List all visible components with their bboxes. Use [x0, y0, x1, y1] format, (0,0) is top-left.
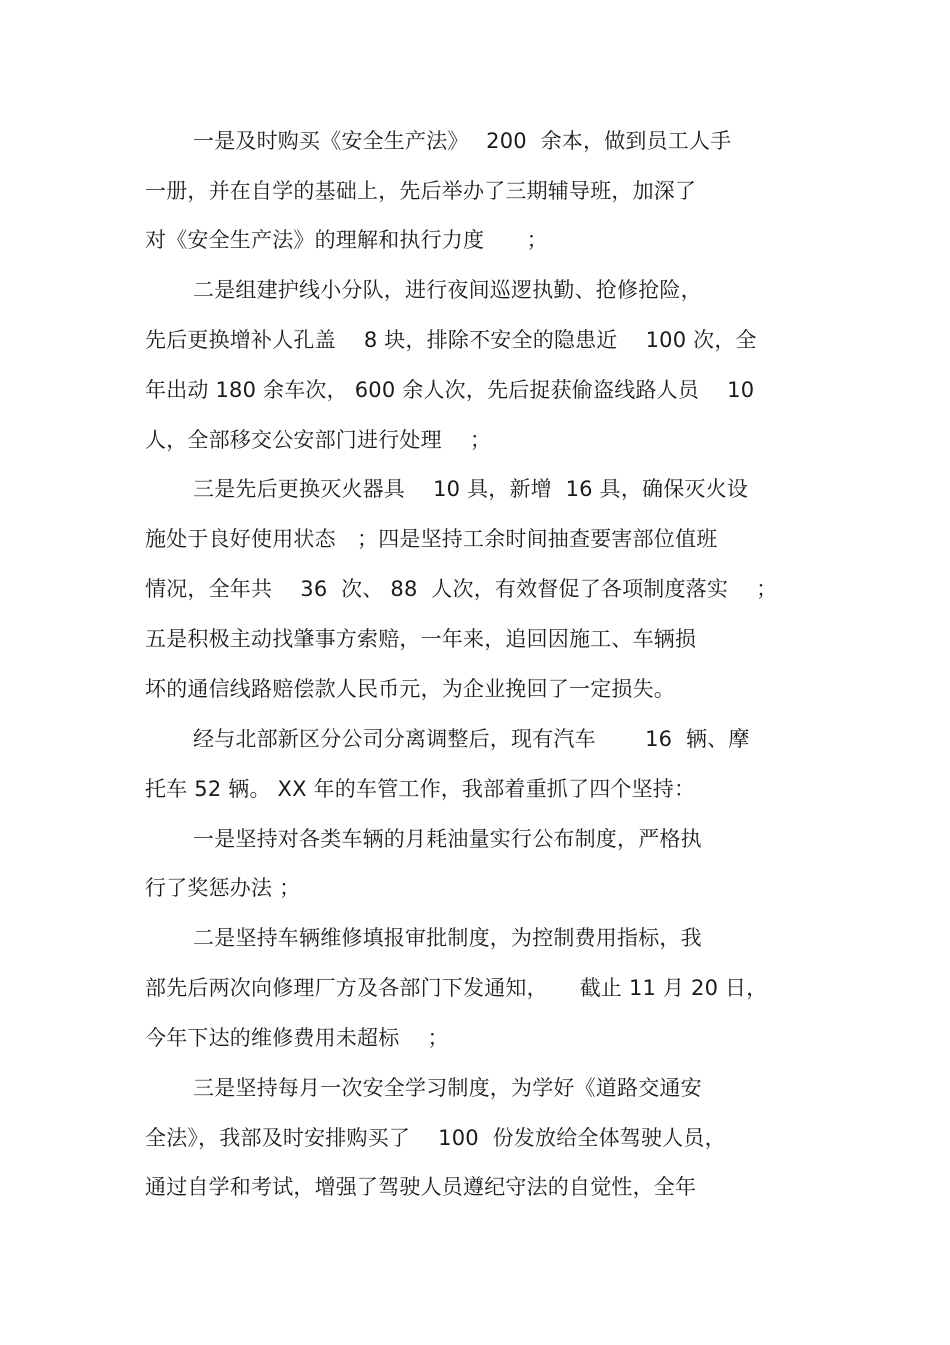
text-line: 一是坚持对各类车辆的月耗油量实行公布制度，严格执 — [193, 827, 702, 851]
text-line: 经与北部新区分公司分离调整后，现有汽车 16 辆、摩 — [193, 727, 750, 751]
text-line: 部先后两次向修理厂方及各部门下发通知， 截止 11 月 20 日， — [145, 976, 768, 1000]
text-line: 情况，全年共 36 次、 88 人次，有效督促了各项制度落实 ； — [145, 577, 778, 601]
text-line: 先后更换增补人孔盖 8 块，排除不安全的隐患近 100 次，全 — [145, 328, 757, 352]
text-line: 坏的通信线路赔偿款人民币元，为企业挽回了一定损失。 — [145, 677, 675, 701]
text-line: 施处于良好使用状态 ；四是坚持工余时间抽查要害部位值班 — [145, 527, 718, 551]
text-line: 五是积极主动找肇事方索赔，一年来，追回因施工、车辆损 — [145, 627, 697, 651]
text-line: 人，全部移交公安部门进行处理 ； — [145, 428, 492, 452]
text-line: 三是坚持每月一次安全学习制度，为学好《道路交通安 — [193, 1076, 702, 1100]
text-line: 一册，并在自学的基础上，先后举办了三期辅导班，加深了 — [145, 179, 697, 203]
text-line: 对《安全生产法》的理解和执行力度 ； — [145, 228, 548, 252]
text-line: 三是先后更换灭火器具 10 具，新增 16 具，确保灭火设 — [193, 477, 749, 501]
text-line: 通过自学和考试，增强了驾驶人员遵纪守法的自觉性，全年 — [145, 1175, 697, 1199]
text-line: 年出动 180 余车次， 600 余人次，先后捉获偷盗线路人员 10 — [145, 378, 755, 402]
text-line: 全法》，我部及时安排购买了 100 份发放给全体驾驶人员， — [145, 1126, 726, 1150]
text-line: 行了奖惩办法 ； — [145, 876, 301, 900]
text-line: 托车 52 辆。 XX 年的车管工作，我部着重抓了四个坚持： — [145, 777, 696, 801]
text-line: 二是坚持车辆维修填报审批制度，为控制费用指标，我 — [193, 926, 702, 950]
text-line: 今年下达的维修费用未超标 ； — [145, 1026, 449, 1050]
text-line: 一是及时购买《安全生产法》 200 余本，做到员工人手 — [193, 129, 732, 153]
text-line: 二是组建护线小分队，进行夜间巡逻执勤、抢修抢险， — [193, 278, 702, 302]
